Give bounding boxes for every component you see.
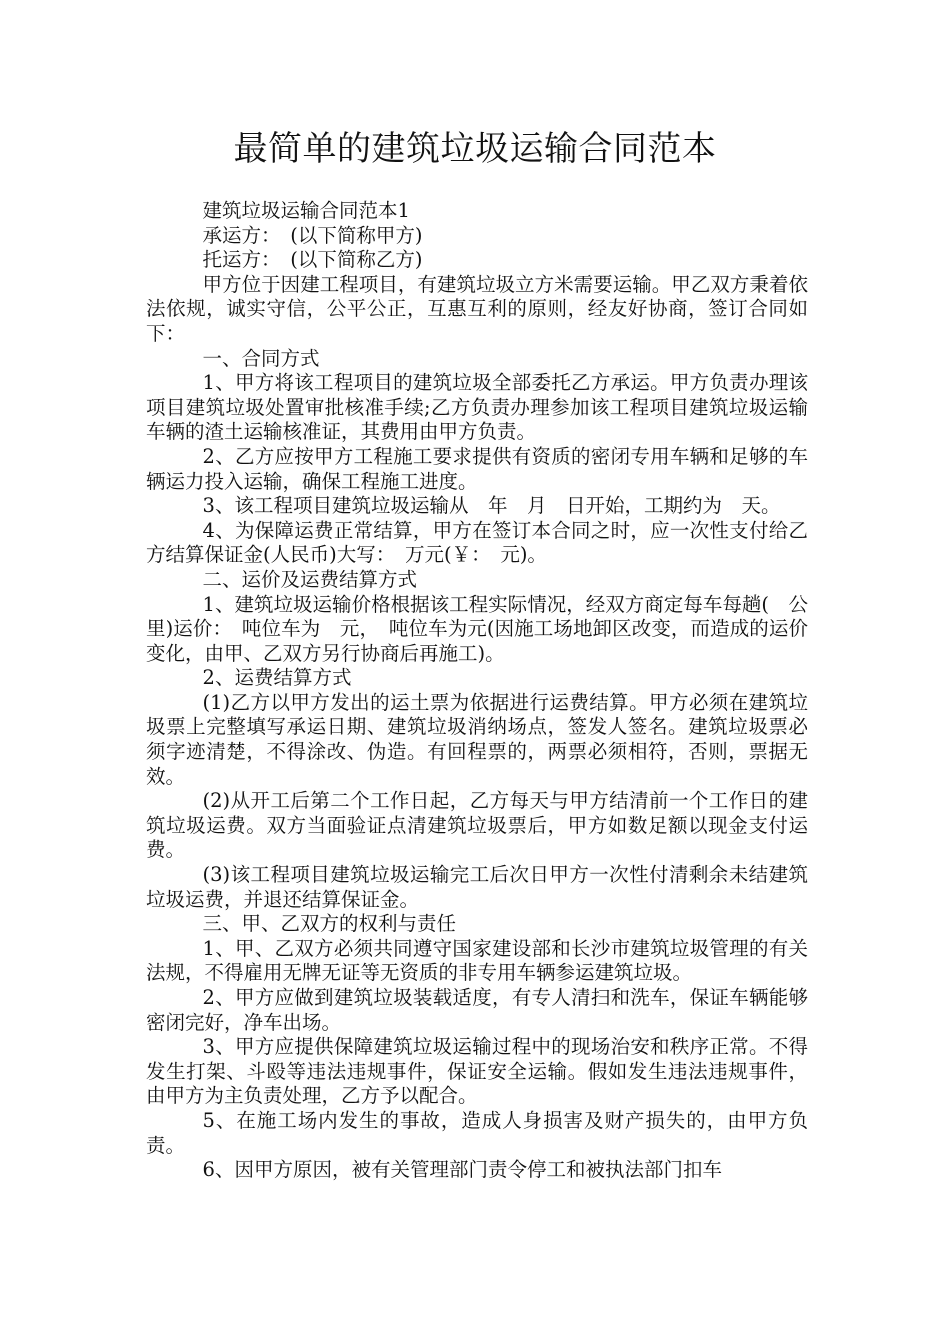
document-title: 最简单的建筑垃圾运输合同范本: [233, 129, 717, 169]
paragraph: 1、甲方将该工程项目的建筑垃圾全部委托乙方承运。甲方负责办理该项目建筑垃圾处置审批核准手续;乙方负责办理参加该工程项目建筑垃圾运输车辆的渣土运输核准证，其费用由甲方负责。: [146, 371, 808, 444]
section-heading: 二、运价及运费结算方式: [202, 567, 418, 591]
paragraph: (3)该工程项目建筑垃圾运输完工后次日甲方一次性付清剩余未结建筑垃圾运费，并退还结算保证金。: [146, 863, 808, 911]
paragraph: (1)乙方以甲方发出的运土票为依据进行运费结算。甲方必须在建筑垃圾票上完整填写承运日期、建筑垃圾消纳场点，签发人签名。建筑垃圾票必须字迹清楚，不得涂改、伪造。有回程票的，两票必须相符，否则，票据无效。: [146, 690, 808, 788]
paragraph: 2、甲方应做到建筑垃圾装载适度，有专人清扫和洗车，保证车辆能够密闭完好，净车出场。: [146, 986, 808, 1034]
paragraph: 建筑垃圾运输合同范本1: [202, 199, 410, 222]
section-heading: 三、甲、乙双方的权利与责任: [202, 912, 457, 936]
paragraph: 5、在施工场内发生的事故，造成人身损害及财产损失的，由甲方负责。: [146, 1108, 808, 1157]
document-body: [146, 199, 808, 1183]
paragraph: 托运方： (以下简称乙方): [202, 248, 423, 272]
paragraph: 2、乙方应按甲方工程施工要求提供有资质的密闭专用车辆和足够的车辆运力投入运输，确保工程施工进度。: [146, 444, 808, 493]
paragraph: 承运方： (以下简称甲方): [202, 223, 423, 247]
paragraph: 4、为保障运费正常结算，甲方在签订本合同之时，应一次性支付给乙方结算保证金(人民币)大写： 万元(￥： 元)。: [146, 518, 808, 567]
section-heading: 一、合同方式: [202, 346, 320, 370]
paragraph: 6、因甲方原因，被有关管理部门责令停工和被执法部门扣车: [202, 1158, 722, 1182]
paragraph: 2、运费结算方式: [202, 666, 352, 690]
paragraph: (2)从开工后第二个工作日起，乙方每天与甲方结清前一个工作日的建筑垃圾运费。双方当面验证点清建筑垃圾票后，甲方如数足额以现金支付运费。: [146, 789, 808, 862]
paragraph: 3、该工程项目建筑垃圾运输从 年 月 日开始，工期约为 天。: [202, 494, 781, 518]
paragraph: 甲方位于因建工程项目，有建筑垃圾立方米需要运输。甲乙双方秉着依法依规，诚实守信，公平公正，互惠互利的原则，经友好协商，签订合同如下：: [146, 272, 808, 345]
paragraph: 1、甲、乙双方必须共同遵守国家建设部和长沙市建筑垃圾管理的有关法规，不得雇用无牌无证等无资质的非专用车辆参运建筑垃圾。: [146, 936, 808, 985]
paragraph: 3、甲方应提供保障建筑垃圾运输过程中的现场治安和秩序正常。不得发生打架、斗殴等违法违规事件，保证安全运输。假如发生违法违规事件，由甲方为主负责处理，乙方予以配合。: [146, 1035, 808, 1108]
paragraph: 1、建筑垃圾运输价格根据该工程实际情况，经双方商定每车每趟( 公里)运价： 吨位车为 元， 吨位车为元(因施工场地卸区改变，而造成的运价变化，由甲、乙双方另行协商后再施工)。: [146, 592, 808, 665]
